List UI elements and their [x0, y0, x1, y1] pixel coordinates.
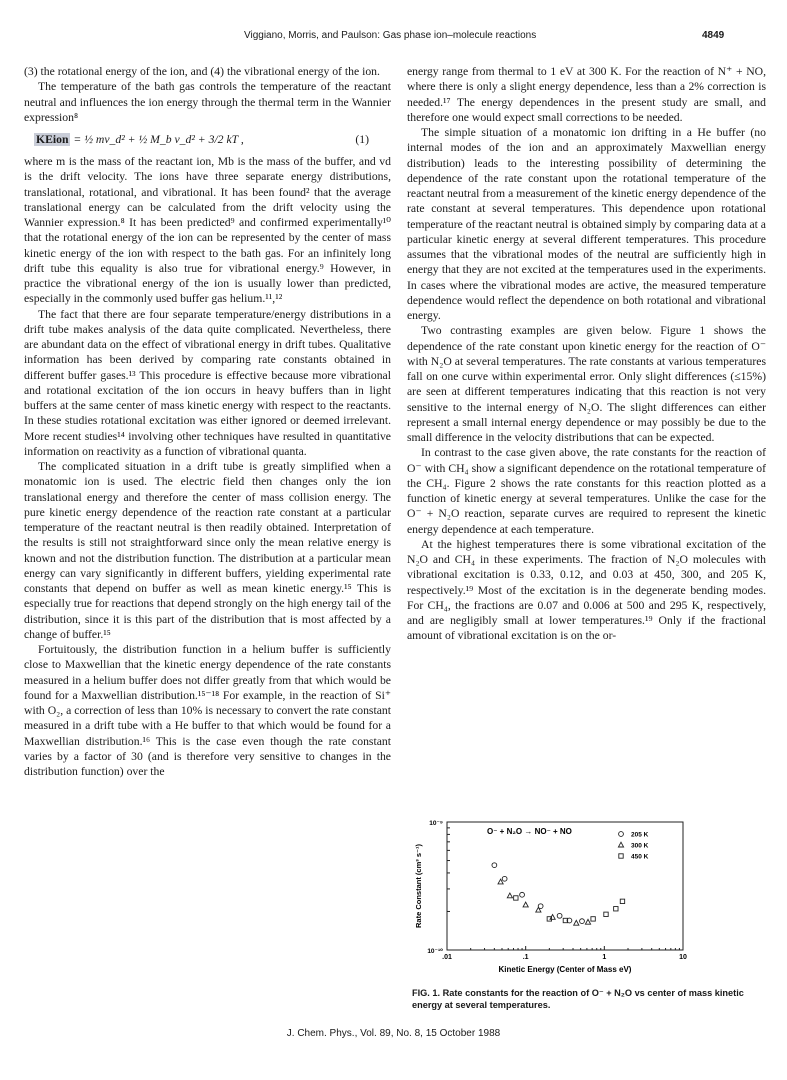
data-point-triangle [574, 920, 579, 925]
y-tick-label: 10⁻⁹ [429, 820, 443, 827]
data-point-triangle [507, 893, 512, 898]
legend-marker-triangle [618, 842, 623, 847]
right-column [407, 64, 766, 644]
data-point-circle [520, 892, 525, 897]
paragraph: The complicated situation in a drift tube is greatly simplified when a monatomic ion is used. The electric field then changes only the ion translational energy and therefore the center of mass collision energy. The pure kinetic energy dependence of the reaction rate constant at a particular temperature of the reactant neutral is then readily obtained. Interpretation of the results is still not straightforward since only the mean relative energy is known and not the distribution function. The distribution at a particular mean energy can vary significantly in different buffers, yielding experimental rate constants that depend on buffer as well as mean kinetic energy.¹⁵ This is especially true for reactions that depend strongly on the high energy tail of the distribution, since it is this part of the distribution that is most affected by a change of buffer.¹⁵ [24, 460, 391, 641]
figure-1 [407, 808, 766, 988]
y-axis-label: Rate Constant (cm³ s⁻¹) [414, 844, 423, 928]
data-point-triangle [585, 919, 590, 924]
data-point-circle [557, 913, 562, 918]
paragraph: In contrast to the case given above, the rate constants for the reaction of O⁻ with CH₄ show a significant dependence on the rotational temperature of the CH₄. Figure 2 shows the rate constants for this reaction plotted as a function of kinetic energy at several temperatures. Unlike the case for the O⁻ + N₂O reaction, separate curves are required to represent the kinetic energy dependence at each temperature. [407, 446, 766, 536]
paragraph: (3) the rotational energy of the ion, and (4) the vibrational energy of the ion. [24, 65, 380, 78]
equation-body [34, 132, 244, 147]
equation [24, 127, 391, 153]
x-tick-label: .1 [522, 954, 529, 961]
y-tick-label: 10⁻¹⁰ [427, 948, 443, 955]
data-point-triangle [536, 907, 541, 912]
page-footer: J. Chem. Phys., Vol. 89, No. 8, 15 October 1988 [286, 1028, 501, 1039]
paragraph: Two contrasting examples are given below. Figure 1 shows the dependence of the rate constant upon kinetic energy for the reaction of O⁻ with N₂O at several temperatures. The rate constants at various temperatures fall on one curve within experimental error. Only slight differences (≤15%) are seen at different temperatures indicating that this reaction is not very sensitive to the internal energy of N₂O. The slight differences can either represent a small internal energy dependence or may possibly be due to the small difference in the velocity distributions that can be expected. [407, 324, 766, 444]
x-tick-label: 1 [602, 954, 607, 961]
data-point-square [620, 899, 624, 903]
legend-label: 450 K [631, 853, 649, 861]
data-point-square [604, 912, 608, 916]
paragraph: where m is the mass of the reactant ion, Mb is the mass of the buffer, and vd is the drift velocity. The ions have three separate energy distributions, translational, rotational, and vibrational. It has been found² that the average translational energy can be calculated from the drift velocity using the Wannier expression.⁸ It has been predicted⁹ and confirmed experimentally¹⁰ that the rotational energy of the ion can be represented by the center of mass kinetic energy of the ion with respect to the bath gas. For an infinitely long drift tube this equality is also true for vibrational energy.⁹ However, in practice the vibrational energy of the ion is usually lower than predicted, especially in the commonly used buffer gas helium.¹¹,¹² [24, 155, 391, 306]
rate-constant-chart [407, 808, 766, 988]
legend-marker-circle [619, 832, 624, 837]
paragraph: Fortuitously, the distribution function in a helium buffer is sufficiently close to Maxwellian that the kinetic energy dependence of the rate constants measured in a helium buffer does not differ greatly from that which would be found for a Maxwellian distribution.¹⁵⁻¹⁸ For example, in the reaction of Si⁺ with O₂, a correction of less than 10% is necessary to convert the rate constant measured in a drift tube with a He buffer to that which would be found for a Maxwellian distribution.¹⁶ This is the case even though the rate constant varies by a factor of 30 (and is therefore very sensitive to changes in the distribution function) over the [24, 643, 391, 778]
paragraph: At the highest temperatures there is some vibrational excitation of the N₂O and CH₄ in these experiments. The fraction of N₂O molecules with vibrational excitation is 0.33, 0.12, and 0.03 at 450, 300, and 205 K, respectively.¹⁹ Most of the excitation is in the degenerate bending modes. For CH₄, the fractions are 0.07 and 0.006 at 500 and 295 K, respectively, and are negligibly small at lower temperatures.¹⁹ Only if the fractional amount of vibrational excitation is on the or- [407, 537, 766, 643]
data-point-square [591, 917, 595, 921]
data-point-square [614, 907, 618, 911]
data-point-triangle [523, 902, 528, 907]
x-tick-label: 10 [679, 954, 687, 961]
equation-number: (1) [355, 133, 369, 146]
paragraph: The simple situation of a monatomic ion drifting in a He buffer (no internal modes of the ion and an approximately Maxwellian energy distribution) leads to the interesting possibility of determining the dependence of the rate constant upon the rotational temperature of the reactant neutral from a measurement of the kinetic energy dependence of the rate constant at several temperatures. This dependence upon rotational temperature of the reactant neutral is obtained simply by comparing data at a particular kinetic energy at several different temperatures. This procedure assumes that the vibrational modes of the neutral are sufficiently high in energy that they are not excited at the temperatures used in the experiments. In cases where the vibrational modes are active, the measured temperature dependence would reflect the dependence on both rotational and vibrational energy. [407, 126, 766, 322]
legend-label: 300 K [631, 842, 649, 850]
paragraph: energy range from thermal to 1 eV at 300 K. For the reaction of N⁺ + NO, where there is only a slight energy dependence, less than a 2% correction is needed.¹⁷ The energy dependences in the present study are small, and therefore one would expect small corrections to be needed. [407, 65, 766, 124]
chart-title: O⁻ + N₂O → NO⁻ + NO [487, 827, 572, 836]
running-header [0, 30, 787, 44]
plot-frame [447, 822, 683, 950]
running-title: Viggiano, Morris, and Paulson: Gas phase ion–molecule reactions [244, 30, 537, 41]
x-axis-label: Kinetic Energy (Center of Mass eV) [498, 965, 632, 974]
equation-lhs: KEion [36, 133, 69, 146]
legend-marker-square [619, 854, 623, 858]
equation-rhs: = ½ mv_d² + ½ M_b v_d² + 3/2 kT , [73, 133, 244, 146]
data-point-circle [492, 863, 497, 868]
data-point-square [514, 896, 518, 900]
data-point-circle [502, 876, 507, 881]
figure-caption: FIG. 1. Rate constants for the reaction of O⁻ + N₂O vs center of mass kinetic energy at several temperatures. [412, 988, 744, 1010]
x-tick-label: .01 [442, 954, 452, 961]
page-number: 4849 [702, 30, 725, 41]
legend-label: 205 K [631, 831, 649, 839]
paragraph: The fact that there are four separate temperature/energy distributions in a drift tube makes analysis of the data quite complicated. Nevertheless, there are abundant data on the effect of vibrational energy in drift tubes. Qualitative information has been derived by comparing rate constants obtained in different buffer gases.¹³ This procedure is effective because more vibrational and rotational excitation of the ion occurs in heavy buffers than in light buffers at the same center of mass kinetic energy with respect to the reactants. In these studies rotational excitation was either ignored or deemed irrelevant. More recent studies¹⁴ involving other techniques have resulted in quantitative information on reactivity as a function of vibrational quanta. [24, 307, 391, 458]
paragraph: The temperature of the bath gas controls the temperature of the reactant neutral and influences the ion energy through the thermal term in the Wannier expression⁸ [24, 80, 391, 124]
left-column [24, 64, 391, 779]
data-point-circle [580, 919, 585, 924]
